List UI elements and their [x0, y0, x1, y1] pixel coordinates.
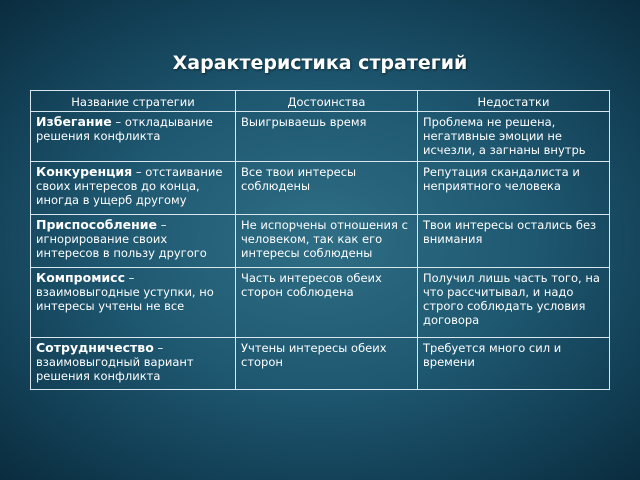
- strategy-description: – взаимовыгодные уступки, но интересы учтены не все: [36, 271, 214, 313]
- disadvantages-cell: Репутация скандалиста и неприятного человека: [418, 162, 610, 215]
- disadvantages-cell: Проблема не решена, негативные эмоции не исчезли, а загнаны внутрь: [418, 112, 610, 162]
- strategy-name-cell: [31, 162, 236, 215]
- advantages-cell: Часть интересов обеих сторон соблюдена: [236, 268, 418, 338]
- strategy-term: Конкуренция: [36, 164, 133, 179]
- disadvantages-cell: Требуется много сил и времени: [418, 338, 610, 390]
- table-header-row: [31, 91, 610, 112]
- table-row: [31, 268, 610, 338]
- strategy-name-cell: [31, 112, 236, 162]
- strategy-description: – игнорирование своих интересов в пользу другого: [36, 218, 207, 260]
- disadvantages-cell: Твои интересы остались без внимания: [418, 215, 610, 268]
- advantages-cell: Все твои интересы соблюдены: [236, 162, 418, 215]
- strategy-term: Избегание: [36, 114, 112, 129]
- header-strategy-name: Название стратегии: [31, 91, 236, 112]
- strategy-name-cell: [31, 215, 236, 268]
- strategy-name-cell: [31, 338, 236, 390]
- table-row: [31, 338, 610, 390]
- disadvantages-cell: Получил лишь часть того, на что рассчитывал, и надо строго соблюдать условия договора: [418, 268, 610, 338]
- strategy-description: – отстаивание своих интересов до конца, иногда в ущерб другому: [36, 165, 223, 207]
- advantages-cell: Учтены интересы обеих сторон: [236, 338, 418, 390]
- header-disadvantages: Недостатки: [418, 91, 610, 112]
- advantages-cell: Не испорчены отношения с человеком, так как его интересы соблюдены: [236, 215, 418, 268]
- slide-title: Характеристика стратегий: [172, 52, 468, 74]
- strategy-term: Сотрудничество: [36, 340, 154, 355]
- strategy-description: – откладывание решения конфликта: [36, 115, 213, 143]
- strategy-name-cell: [31, 268, 236, 338]
- strategy-term: Компромисс: [36, 270, 125, 285]
- strategy-description: – взаимовыгодный вариант решения конфликта: [36, 341, 194, 383]
- table-row: [31, 112, 610, 162]
- strategy-term: Приспособление: [36, 217, 158, 232]
- header-advantages: Достоинства: [236, 91, 418, 112]
- strategy-table: [30, 90, 610, 390]
- advantages-cell: Выигрываешь время: [236, 112, 418, 162]
- table-row: [31, 162, 610, 215]
- table-row: [31, 215, 610, 268]
